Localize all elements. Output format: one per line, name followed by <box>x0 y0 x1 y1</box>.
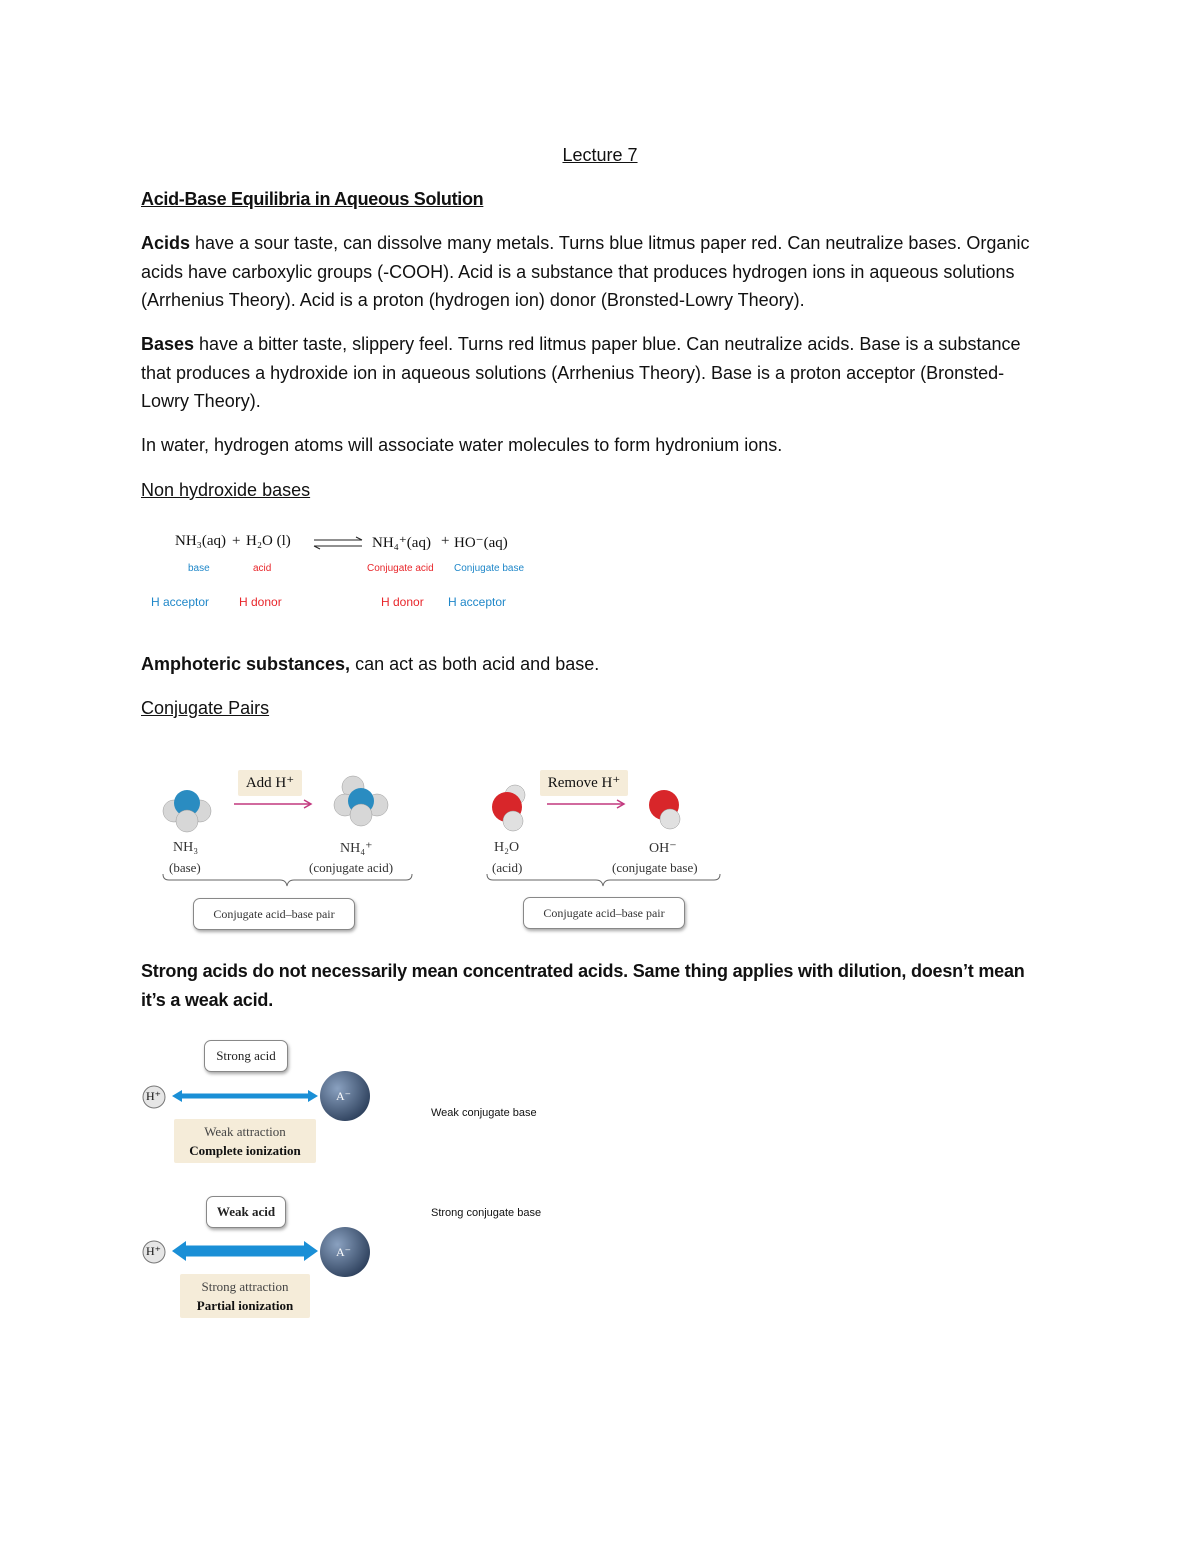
ammonia-molecule-icon <box>160 785 216 833</box>
h-ion-label-2: H⁺ <box>146 1244 161 1258</box>
anion-label-2: A⁻ <box>336 1245 351 1259</box>
pair-bracket-right <box>484 873 724 889</box>
acids-text: have a sour taste, can dissolve many metals. Turns blue litmus paper red. Can neutralize bases. Organic acids have carboxylic groups (-COOH). Acid is a substance that produces hydrogen ions in aqueous solutions (Arrhenius Theory). Acid is a proton (hydrogen ion) donor (Bronsted-Lowry Theory). <box>141 233 1030 310</box>
acids-term: Acids <box>141 233 191 253</box>
weak-attraction-arrow-icon <box>172 1089 318 1103</box>
pair-bracket-left <box>160 873 416 889</box>
conjugate-pair-box-left: Conjugate acid–base pair <box>193 898 355 930</box>
weak-acid-caption <box>180 1274 310 1318</box>
h2o-formula: H₂O <box>494 840 520 855</box>
weak-acid-label: Weak acid <box>206 1196 286 1228</box>
equilibrium-arrow-icon <box>312 536 364 550</box>
bases-text: have a bitter taste, slippery feel. Turns red litmus paper blue. Can neutralize acids. Base is a substance that produces a hydroxide ion in aqueous solutions (Arrhenius Theory). Base is a proton acceptor (Bronsted-Lowry Theory). <box>141 334 1021 411</box>
strong-attraction-arrow-icon <box>172 1240 318 1262</box>
nh3-role: (base) <box>169 860 201 875</box>
product-ho: HO⁻(aq) <box>454 535 508 551</box>
weak-attraction-text: Weak attraction <box>204 1124 286 1139</box>
partial-ionization-text: Partial ionization <box>196 1298 294 1313</box>
strong-acid-note: Strong acids do not necessarily mean concentrated acids. Same thing applies with dilution, doesn’t mean it’s a weak acid. <box>141 961 1025 1010</box>
amphoteric-text: can act as both acid and base. <box>350 654 600 674</box>
role-conjugate-acid: Conjugate acid <box>367 563 434 574</box>
h-donor-label-2: H donor <box>381 595 424 609</box>
bases-term: Bases <box>141 334 195 354</box>
amphoteric-line <box>141 650 599 679</box>
nh3-formula: NH₃ <box>173 840 199 855</box>
reactant-nh3: NH₃(aq) <box>175 533 227 549</box>
non-hydroxide-heading: Non hydroxide bases <box>141 480 311 500</box>
section-heading: Acid-Base Equilibria in Aqueous Solution <box>141 189 484 209</box>
page-title: Lecture 7 <box>562 145 638 165</box>
h2o-role: (acid) <box>492 860 523 875</box>
role-acid: acid <box>253 563 272 574</box>
weak-conjugate-base-note: Weak conjugate base <box>431 1107 537 1119</box>
oh-formula: OH⁻ <box>649 841 677 856</box>
role-conjugate-base: Conjugate base <box>454 563 525 574</box>
complete-ionization-text: Complete ionization <box>189 1143 301 1158</box>
plus-sign-2: + <box>441 533 450 549</box>
water-note: In water, hydrogen atoms will associate water molecules to form hydronium ions. <box>141 435 783 455</box>
oh-role: (conjugate base) <box>612 860 698 875</box>
nh4-role: (conjugate acid) <box>309 860 394 875</box>
strong-conjugate-base-note: Strong conjugate base <box>431 1207 542 1219</box>
nh4-formula: NH₄⁺ <box>340 841 373 856</box>
product-nh4: NH₄⁺(aq) <box>372 535 431 551</box>
h-donor-label: H donor <box>239 595 282 609</box>
add-h-arrow-icon <box>232 797 316 811</box>
bases-paragraph <box>141 330 1041 416</box>
strong-acid-label: Strong acid <box>204 1040 288 1072</box>
role-base: base <box>188 563 210 574</box>
remove-h-label: Remove H⁺ <box>540 770 628 796</box>
water-molecule-icon <box>487 783 533 833</box>
reactant-h2o: H₂O (l) <box>246 533 291 549</box>
acids-paragraph <box>141 229 1061 315</box>
remove-h-arrow-icon <box>545 797 629 811</box>
ammonium-molecule-icon <box>333 775 389 827</box>
strong-acid-caption <box>174 1119 316 1163</box>
h-acceptor-label-2: H acceptor <box>448 595 507 609</box>
h-ion-label: H⁺ <box>146 1089 161 1103</box>
add-h-label: Add H⁺ <box>238 770 302 796</box>
hydroxide-molecule-icon <box>643 787 689 833</box>
strong-attraction-text: Strong attraction <box>201 1279 289 1294</box>
anion-label: A⁻ <box>336 1089 351 1103</box>
conjugate-pair-box-right: Conjugate acid–base pair <box>523 897 685 929</box>
amphoteric-term: Amphoteric substances, <box>141 654 351 674</box>
h-acceptor-label: H acceptor <box>151 595 210 609</box>
plus-sign: + <box>232 533 241 549</box>
conjugate-pairs-heading: Conjugate Pairs <box>141 698 270 718</box>
